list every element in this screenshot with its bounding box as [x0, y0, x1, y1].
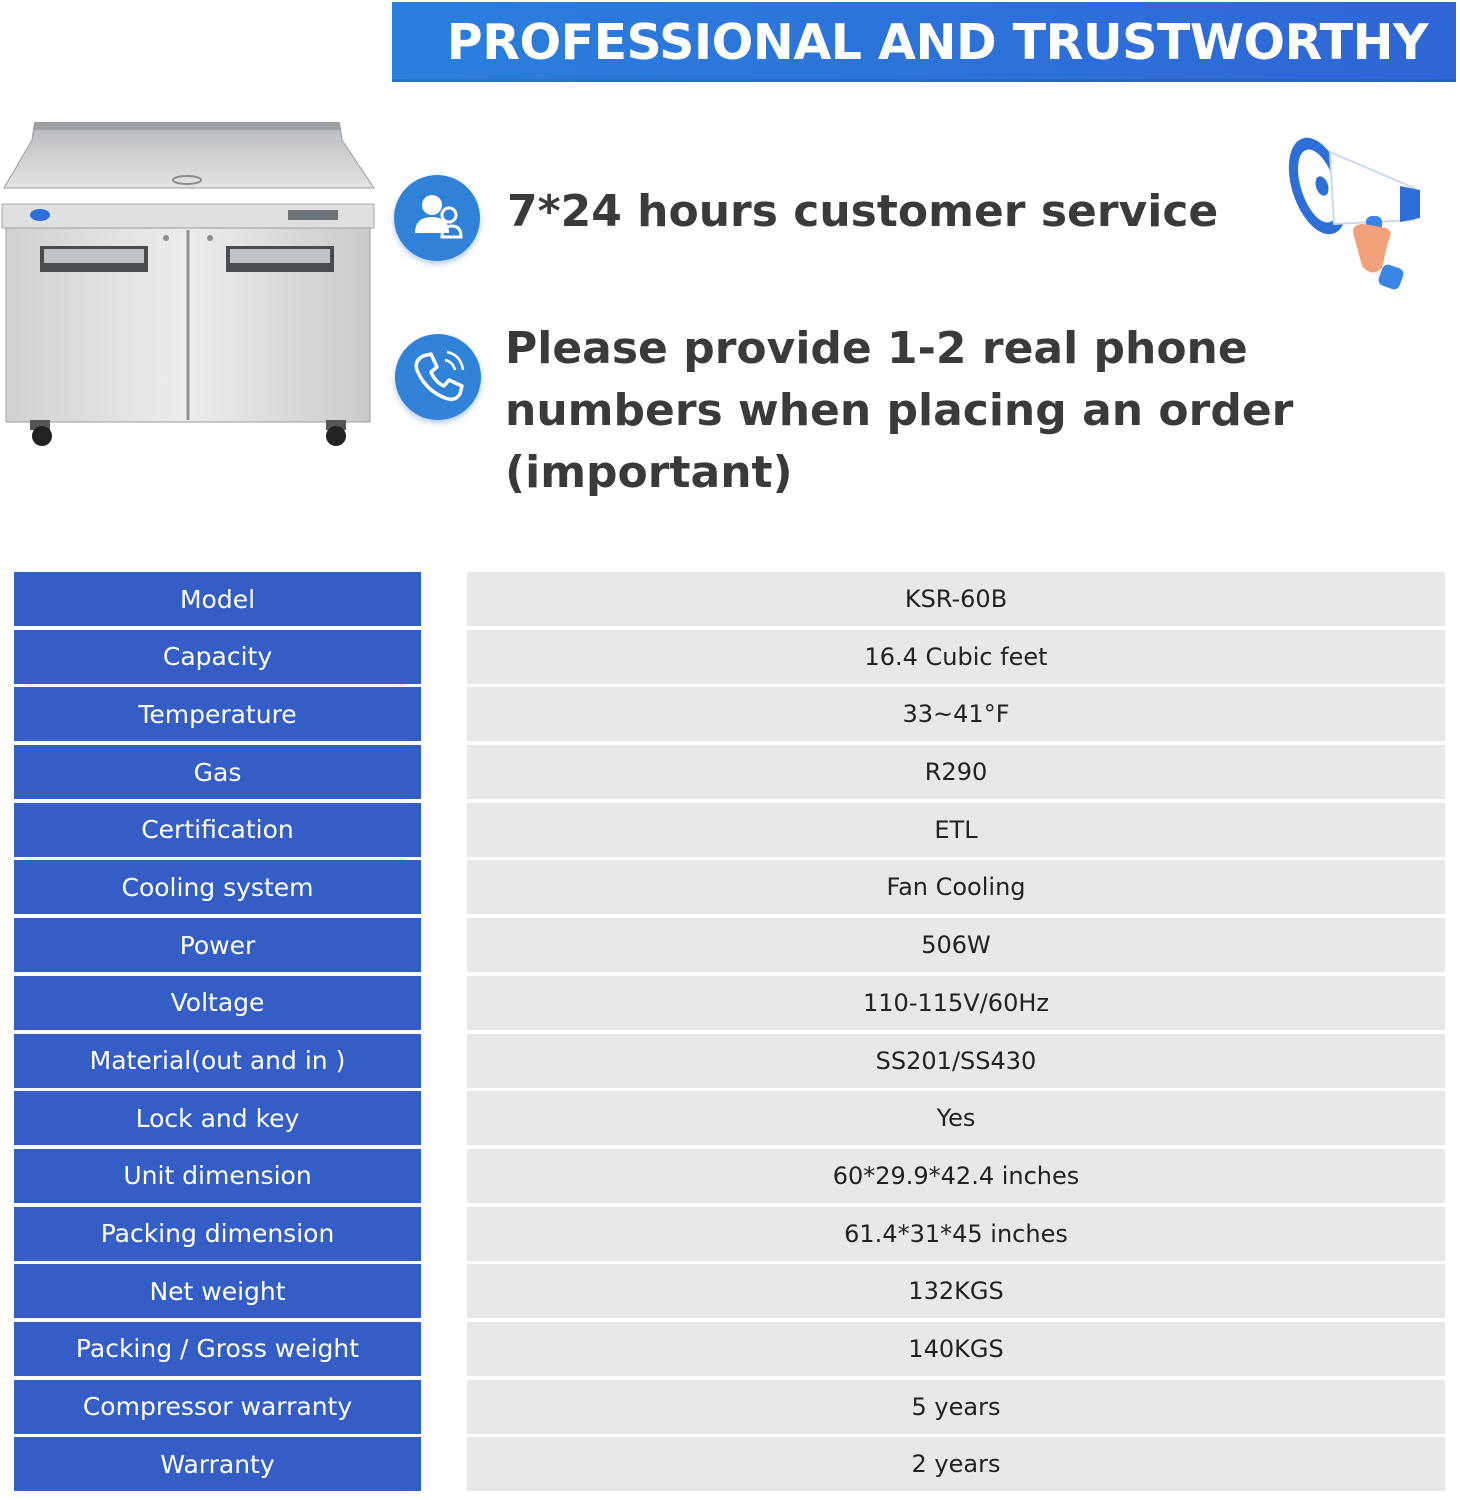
- spec-value: 110-115V/60Hz: [467, 976, 1445, 1030]
- spec-row: [14, 860, 1446, 918]
- spec-label: Cooling system: [14, 860, 421, 914]
- spec-row: [14, 1380, 1446, 1438]
- spec-value: Yes: [467, 1091, 1445, 1145]
- spec-value: 5 years: [467, 1380, 1445, 1434]
- spec-value: 60*29.9*42.4 inches: [467, 1149, 1445, 1203]
- spec-row: [14, 976, 1446, 1034]
- spec-value: 506W: [467, 918, 1445, 972]
- spec-value: 33~41°F: [467, 687, 1445, 741]
- banner-title: PROFESSIONAL AND TRUSTWORTHY: [446, 14, 1428, 71]
- spec-label: Gas: [14, 745, 421, 799]
- spec-label: Unit dimension: [14, 1149, 421, 1203]
- spec-label: Packing dimension: [14, 1207, 421, 1261]
- spec-value: 61.4*31*45 inches: [467, 1207, 1445, 1261]
- spec-value: KSR-60B: [467, 572, 1445, 626]
- spec-row: [14, 918, 1446, 976]
- spec-value: R290: [467, 745, 1445, 799]
- spec-row: [14, 1034, 1446, 1092]
- spec-label: Material(out and in ): [14, 1034, 421, 1088]
- spec-row: [14, 1437, 1446, 1495]
- spec-value: 16.4 Cubic feet: [467, 630, 1445, 684]
- spec-label: Voltage: [14, 976, 421, 1030]
- spec-row: [14, 1322, 1446, 1380]
- spec-label: Packing / Gross weight: [14, 1322, 421, 1376]
- spec-value: 132KGS: [467, 1264, 1445, 1318]
- spec-value: 2 years: [467, 1437, 1445, 1491]
- megaphone-icon: [1282, 128, 1432, 296]
- spec-row: [14, 1091, 1446, 1149]
- phone-icon: [395, 334, 481, 420]
- customer-service-text: 7*24 hours customer service: [507, 186, 1219, 237]
- spec-row: [14, 1207, 1446, 1265]
- spec-row: [14, 687, 1446, 745]
- spec-row: [14, 572, 1446, 630]
- refrigerator-product-image: [0, 118, 378, 450]
- spec-row: [14, 1149, 1446, 1207]
- spec-label: Net weight: [14, 1264, 421, 1318]
- spec-row: [14, 1264, 1446, 1322]
- spec-value: SS201/SS430: [467, 1034, 1445, 1088]
- phone-number-notice: Please provide 1-2 real phone numbers when placing an order (important): [505, 323, 1294, 498]
- spec-label: Model: [14, 572, 421, 626]
- header-banner: [392, 2, 1456, 82]
- spec-row: [14, 630, 1446, 688]
- spec-row: [14, 745, 1446, 803]
- spec-value: ETL: [467, 803, 1445, 857]
- spec-value: 140KGS: [467, 1322, 1445, 1376]
- spec-label: Lock and key: [14, 1091, 421, 1145]
- specifications-table: [14, 572, 1446, 1495]
- spec-label: Warranty: [14, 1437, 421, 1491]
- spec-label: Compressor warranty: [14, 1380, 421, 1434]
- customer-service-icon: [394, 175, 480, 261]
- spec-label: Capacity: [14, 630, 421, 684]
- spec-row: [14, 803, 1446, 861]
- spec-label: Power: [14, 918, 421, 972]
- spec-value: Fan Cooling: [467, 860, 1445, 914]
- spec-label: Temperature: [14, 687, 421, 741]
- spec-label: Certification: [14, 803, 421, 857]
